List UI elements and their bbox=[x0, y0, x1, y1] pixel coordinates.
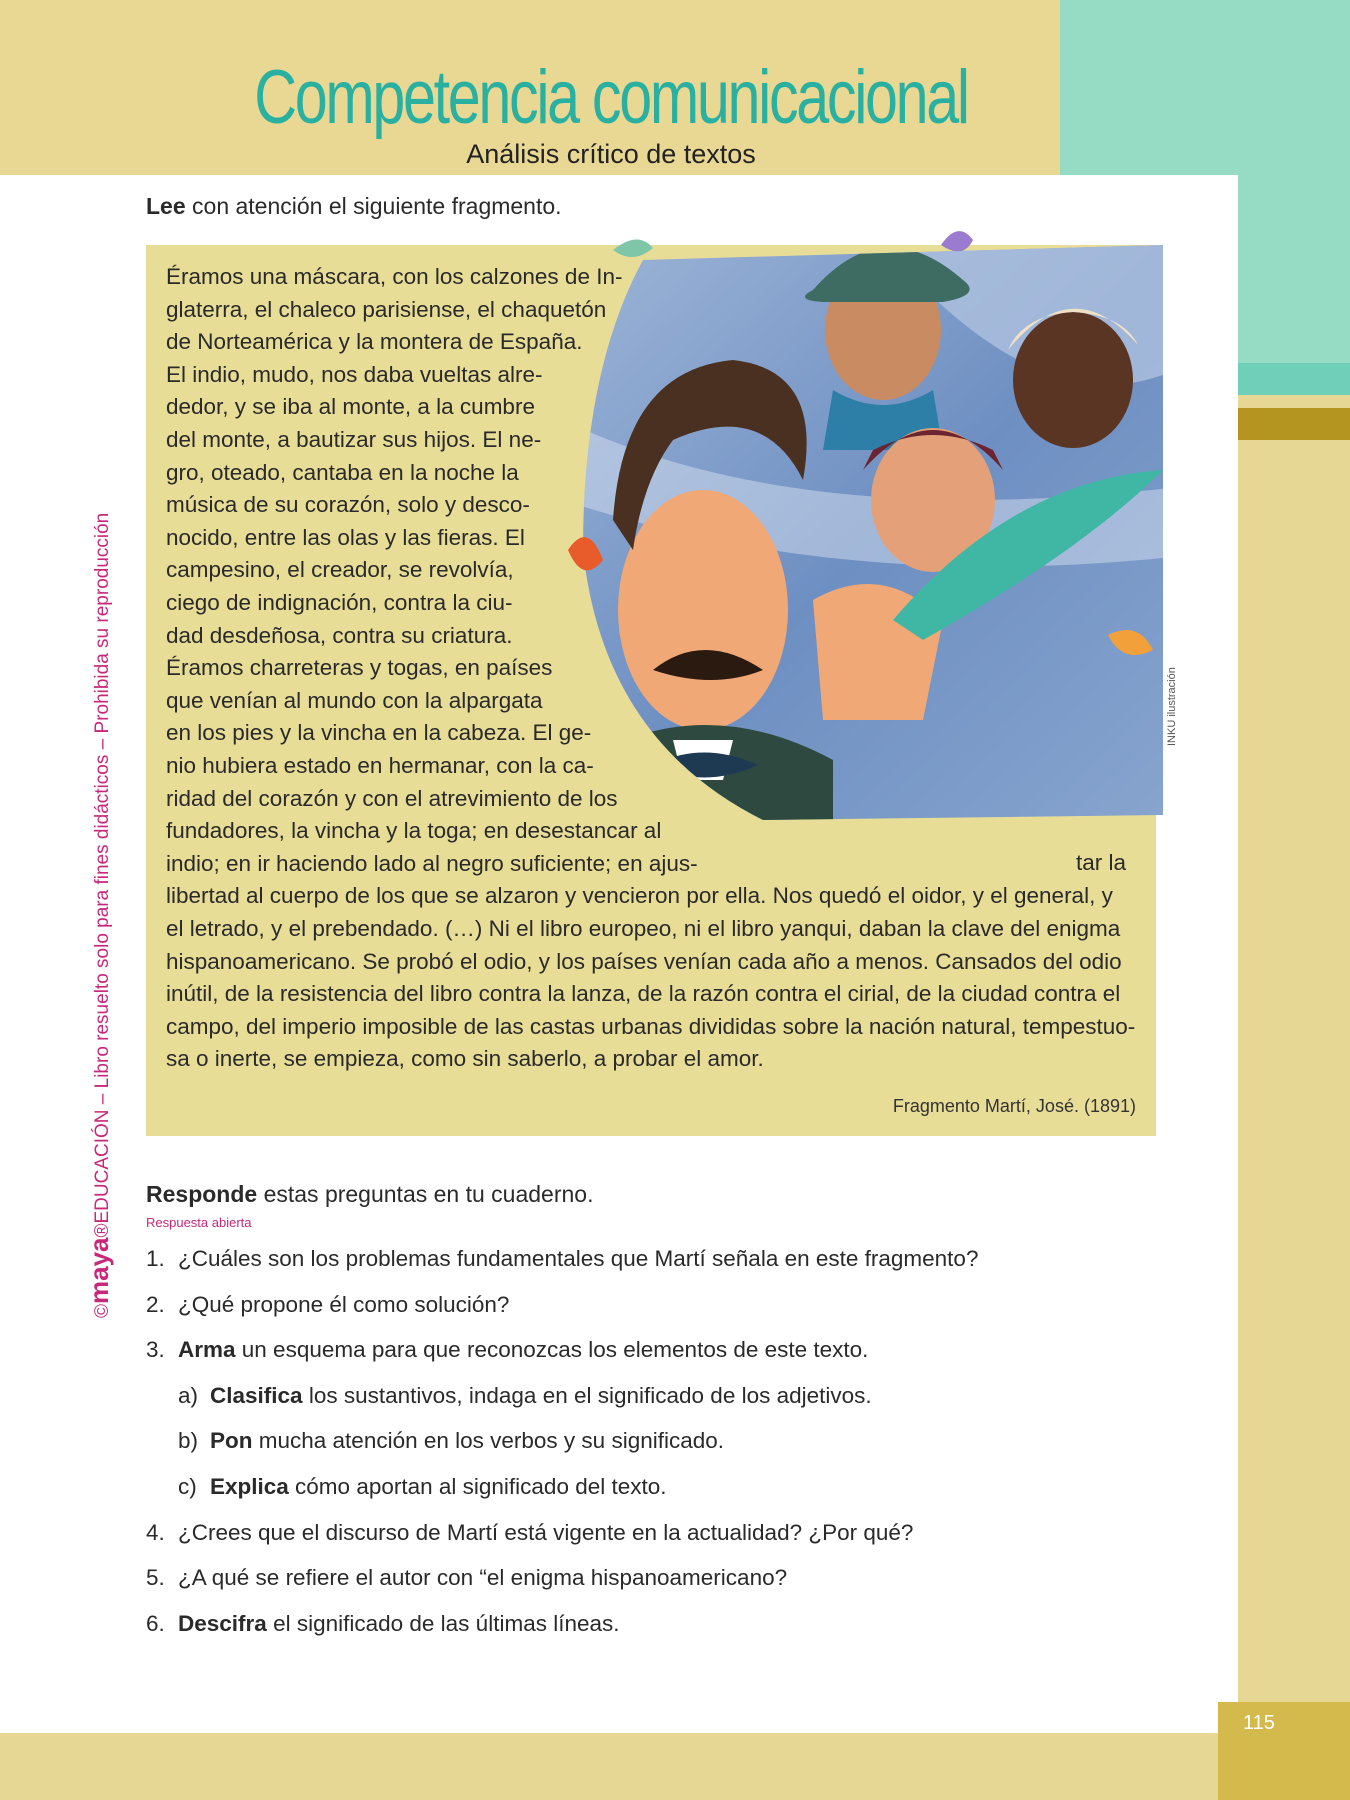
passage-line-tail: tar la bbox=[1076, 850, 1127, 875]
child-face-2 bbox=[1013, 312, 1133, 448]
question-item bbox=[178, 1428, 724, 1454]
passage-line: ridad del corazón y con el atrevimiento de los bbox=[166, 785, 618, 811]
page-subtitle: Análisis crítico de textos bbox=[466, 139, 756, 169]
passage-line: ciego de indignación, contra la ciu- bbox=[166, 590, 513, 615]
question-text: un esquema para que reconozcas los elementos de este texto. bbox=[235, 1337, 869, 1363]
question-item bbox=[146, 1611, 620, 1637]
passage-line: fundadores, la vincha y la toga; en desestancar al bbox=[166, 818, 662, 844]
marti-illustration bbox=[563, 220, 1231, 830]
passage-line: El indio, mudo, nos daba vueltas alre- bbox=[166, 361, 543, 387]
question-number: 2. bbox=[146, 1291, 165, 1317]
question-item bbox=[178, 1383, 872, 1409]
responde-text: estas preguntas en tu cuaderno. bbox=[257, 1181, 594, 1207]
notice-text: EDUCACIÓN – Libro resuelto solo para fines didácticos – Prohibida su reproducción bbox=[92, 512, 113, 1224]
question-item bbox=[146, 1246, 978, 1272]
question-item bbox=[146, 1520, 913, 1546]
question-verb: Descifra bbox=[178, 1610, 267, 1636]
page-number: 115 bbox=[1243, 1712, 1275, 1734]
copyright-symbol: © bbox=[92, 1304, 113, 1318]
page-title: Competencia comunicacional bbox=[254, 55, 968, 140]
instruction-text: con atención el siguiente fragmento. bbox=[185, 193, 562, 219]
question-item bbox=[146, 1292, 509, 1318]
question-number: 6. bbox=[146, 1610, 165, 1636]
passage-line: Éramos charreteras y togas, en países bbox=[166, 655, 553, 681]
question-number: a) bbox=[178, 1382, 199, 1408]
passage-line: música de su corazón, solo y desco- bbox=[166, 492, 530, 518]
decor-gold-stripe bbox=[1238, 408, 1350, 440]
question-number: b) bbox=[178, 1428, 199, 1454]
question-number: 1. bbox=[146, 1246, 165, 1271]
open-answer-note: Respuesta abierta bbox=[146, 1215, 252, 1230]
reading-instruction bbox=[146, 193, 562, 220]
citation: Fragmento Martí, José. (1891) bbox=[892, 1096, 1136, 1116]
question-item bbox=[146, 1565, 787, 1591]
brand-logo: maya bbox=[84, 1237, 114, 1304]
passage-line: de Norteamérica y la montera de España. bbox=[166, 329, 583, 355]
question-verb: Pon bbox=[210, 1428, 253, 1454]
question-text: ¿Crees que el discurso de Martí está vigente en la actualidad? ¿Por qué? bbox=[178, 1519, 914, 1545]
footer-band bbox=[0, 1733, 1350, 1800]
decor-teal-stripe bbox=[1238, 363, 1350, 395]
question-text: el significado de las últimas líneas. bbox=[266, 1610, 620, 1636]
question-number: 3. bbox=[146, 1337, 165, 1363]
passage-line: hispanoamericano. Se probó el odio, y los países venían cada año a menos. Cansados del odio bbox=[166, 948, 1122, 974]
passage-line: libertad al cuerpo de los que se alzaron y vencieron por ella. Nos quedó el oidor, y el general, y bbox=[166, 883, 1113, 909]
question-verb: Explica bbox=[210, 1474, 289, 1499]
passage-line: dad desdeñosa, contra su criatura. bbox=[166, 622, 513, 648]
passage-line: nocido, entre las olas y las fieras. El bbox=[166, 524, 525, 550]
question-text: cómo aportan al significado del texto. bbox=[288, 1474, 667, 1499]
question-verb: Clasifica bbox=[210, 1382, 303, 1408]
passage-line: el letrado, y el prebendado. (…) Ni el libro europeo, ni el libro yanqui, daban la clave del enigma bbox=[166, 916, 1121, 941]
passage-line: gro, oteado, cantaba en la noche la bbox=[166, 459, 519, 485]
marti-face bbox=[618, 490, 788, 730]
passage-line: sa o inerte, se empieza, como sin saberlo, a probar el amor. bbox=[166, 1046, 764, 1072]
passage-line: inútil, de la resistencia del libro contra la lanza, de la razón contra el cirial, de la ciudad contra el bbox=[166, 981, 1121, 1007]
question-number: c) bbox=[178, 1474, 197, 1499]
passage-line: nio hubiera estado en hermanar, con la ca- bbox=[166, 753, 594, 778]
question-text: los sustantivos, indaga en el significado de los adjetivos. bbox=[302, 1382, 872, 1408]
question-item bbox=[178, 1474, 667, 1500]
page-number-box bbox=[1218, 1702, 1350, 1800]
passage-line: campo, del imperio imposible de las castas urbanas divididas sobre la nación natural, tempestuo- bbox=[166, 1013, 1136, 1039]
passage-line: en los pies y la vincha en la cabeza. El ge- bbox=[166, 720, 592, 746]
instruction-verb: Lee bbox=[146, 193, 186, 219]
passage-line: del monte, a bautizar sus hijos. El ne- bbox=[166, 427, 542, 452]
question-text: ¿Cuáles son los problemas fundamentales que Martí señala en este fragmento? bbox=[178, 1246, 979, 1271]
question-text: ¿Qué propone él como solución? bbox=[178, 1291, 510, 1317]
question-verb: Arma bbox=[178, 1337, 236, 1363]
passage-line: Éramos una máscara, con los calzones de In- bbox=[166, 264, 623, 289]
passage-line: campesino, el creador, se revolvía, bbox=[166, 557, 514, 583]
questions-instruction bbox=[146, 1181, 593, 1208]
responde-verb: Responde bbox=[146, 1181, 258, 1207]
question-number: 5. bbox=[146, 1565, 165, 1591]
illustration-credit: INKU ilustración bbox=[1166, 667, 1178, 746]
question-item bbox=[146, 1337, 868, 1363]
passage-line: que venían al mundo con la alpargata bbox=[166, 687, 543, 713]
copyright-notice bbox=[84, 513, 115, 1318]
passage-line: dedor, y se iba al monte, a la cumbre bbox=[166, 394, 535, 420]
decor-teal-strip bbox=[1238, 175, 1350, 363]
decor-right-column bbox=[1238, 440, 1350, 1800]
registered-mark: ® bbox=[92, 1223, 113, 1238]
passage-line: indio; en ir haciendo lado al negro suficiente; en ajus- bbox=[166, 850, 698, 876]
question-text: ¿A qué se refiere el autor con “el enigma hispanoamericano? bbox=[178, 1565, 788, 1591]
question-number: 4. bbox=[146, 1519, 165, 1545]
question-text: mucha atención en los verbos y su significado. bbox=[252, 1428, 725, 1454]
passage-line: glaterra, el chaleco parisiense, el chaquetón bbox=[166, 296, 607, 322]
